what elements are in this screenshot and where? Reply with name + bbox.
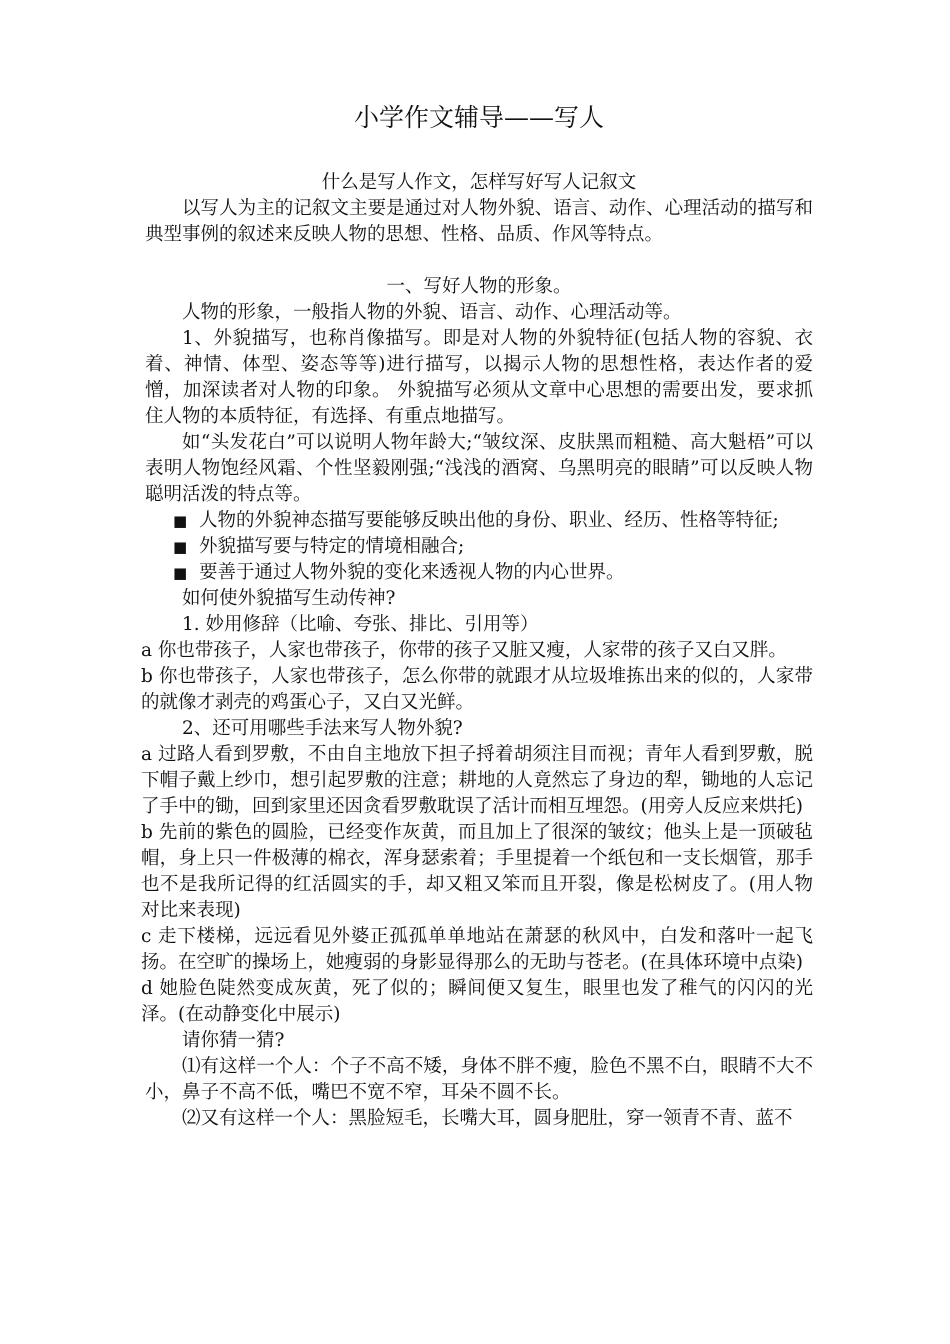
- method-heading: 1. 妙用修辞（比喻、夸张、排比、引用等）: [182, 614, 539, 635]
- bullet-item: [145, 560, 813, 586]
- bullet-text: 要善于通过人物外貌的变化来透视人物的内心世界。: [199, 562, 625, 583]
- bullet-text: 人物的外貌神态描写要能够反映出他的身份、职业、经历、性格等特征;: [199, 510, 779, 531]
- paragraph-appearance-description: 1、外貌描写，也称肖像描写。即是对人物的外貌特征(包括人物的容貌、衣着、神情、体型、姿态等等)进行描写，以揭示人物的思想性格，表达作者的爱憎，加深读者对人物的印象。 外貌描写必须从文章中心思想的需要出发，要求抓住人物的本质特征，有选择、有重点地描写。: [145, 328, 813, 427]
- bullet-square-icon: ■: [173, 538, 188, 556]
- guess-paragraph: ⑵又有这样一个人：黑脸短毛，长嘴大耳，圆身肥肚，穿一领青不青、蓝不: [182, 1108, 793, 1129]
- spacer: [145, 248, 813, 274]
- document-title: 小学作文辅导——写人: [353, 103, 604, 132]
- bullet-text: 外貌描写要与特定的情境相融合;: [199, 536, 465, 557]
- bullet-square-icon: ■: [173, 512, 188, 530]
- section-heading: 一、写好人物的形象。: [386, 276, 572, 297]
- example-paragraph: b 先前的紫色的圆脸，已经变作灰黄，而且加上了很深的皱纹；他头上是一顶破毡帽，身上只一件极薄的棉衣，浑身瑟索着；手里提着一个纸包和一支长烟管，那手也不是我所记得的红活圆实的手，却又粗又笨而且开裂，像是松树皮了。(用人物对比来表现): [141, 822, 813, 921]
- example-paragraph: d 她脸色陡然变成灰黄，死了似的；瞬间便又复生，眼里也发了稚气的闪闪的光泽。(在动静变化中展示): [141, 978, 813, 1025]
- bullet-square-icon: ■: [173, 564, 188, 582]
- guess-heading: 请你猜一猜?: [182, 1030, 285, 1051]
- intro-paragraph: 以写人为主的记叙文主要是通过对人物外貌、语言、动作、心理活动的描写和典型事例的叙述来反映人物的思想、性格、品质、作风等特点。: [145, 198, 813, 245]
- method-heading: 2、还可用哪些手法来写人物外貌?: [182, 718, 463, 739]
- bullet-item: [145, 508, 813, 534]
- example-paragraph: a 你也带孩子，人家也带孩子，你带的孩子又脏又瘦，人家带的孩子又白又胖。: [141, 640, 787, 661]
- guess-paragraph: ⑴有这样一个人：个子不高不矮，身体不胖不瘦，脸色不黑不白，眼睛不大不小，鼻子不高不低，嘴巴不宽不窄，耳朵不圆不长。: [145, 1056, 813, 1103]
- example-paragraph: a 过路人看到罗敷，不由自主地放下担子捋着胡须注目而视；青年人看到罗敷，脱下帽子戴上纱巾，想引起罗敷的注意；耕地的人竟然忘了身边的犁，锄地的人忘记了手中的锄，回到家里还因贪看罗敷耽误了活计而相互埋怨。(用旁人反应来烘托): [141, 744, 813, 817]
- paragraph-image-definition: 人物的形象，一般指人物的外貌、语言、动作、心理活动等。: [182, 302, 682, 323]
- subtitle: 什么是写人作文，怎样写好写人记叙文: [321, 172, 637, 193]
- bullet-item: [145, 534, 813, 560]
- paragraph-examples: 如“头发花白”可以说明人物年龄大;“皱纹深、皮肤黑而粗糙、高大魁梧”可以表明人物饱经风霜、个性坚毅刚强;“浅浅的酒窝、乌黑明亮的眼睛”可以反映人物聪明活泼的特点等。: [145, 432, 813, 505]
- example-paragraph: c 走下楼梯，远远看见外婆正孤孤单单地站在萧瑟的秋风中，白发和落叶一起飞扬。在空旷的操场上，她瘦弱的身影显得那么的无助与苍老。(在具体环境中点染): [141, 926, 813, 973]
- example-paragraph: b 你也带孩子，人家也带孩子，怎么你带的就跟才从垃圾堆拣出来的似的，人家带的就像才剥壳的鸡蛋心子，又白又光鲜。: [141, 666, 813, 713]
- document-page: [141, 100, 813, 1132]
- question-heading: 如何使外貌描写生动传神?: [182, 588, 396, 609]
